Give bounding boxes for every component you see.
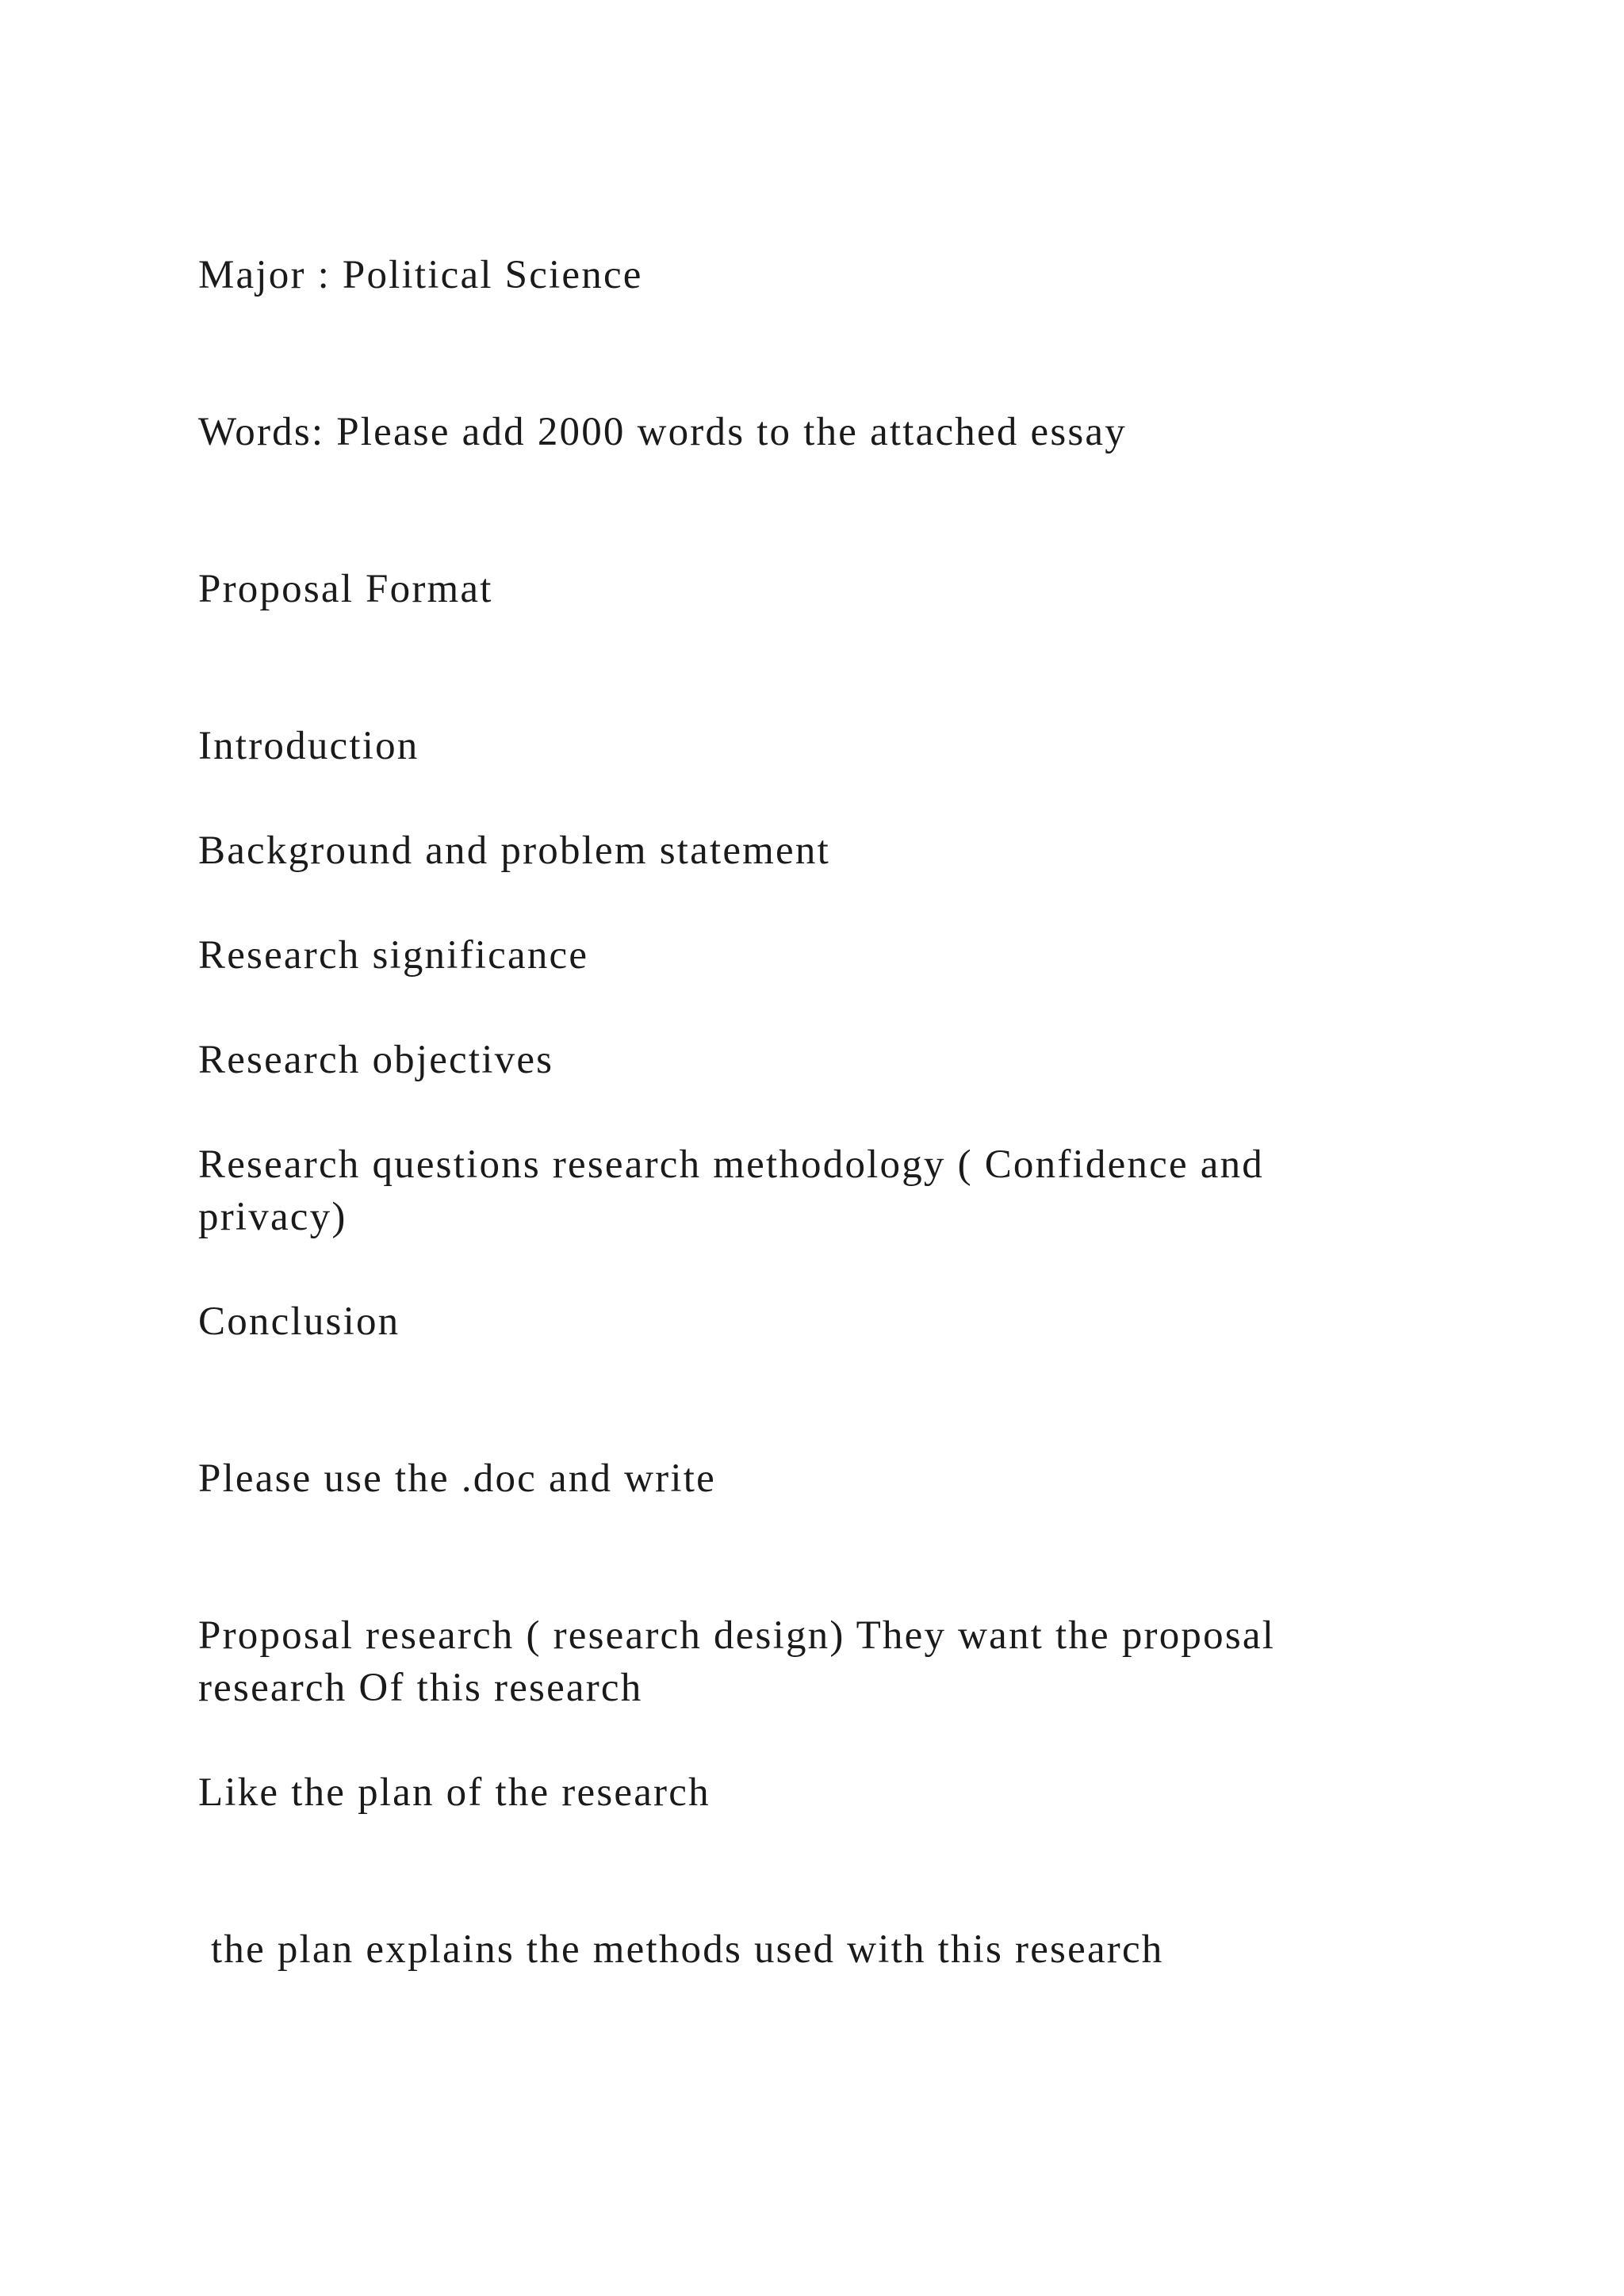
instruction-line: Please use the .doc and write <box>198 1456 716 1501</box>
outline-item-questions-continued: privacy) <box>198 1195 347 1239</box>
major-line: Major : Political Science <box>198 253 643 297</box>
outline-item-significance: Research significance <box>198 933 589 978</box>
word-count-line: Words: Please add 2000 words to the attached essay <box>198 410 1127 454</box>
outline-item-introduction: Introduction <box>198 724 419 768</box>
proposal-line-2: research Of this research <box>198 1666 643 1710</box>
outline-item-questions: Research questions research methodology ( Confidence and <box>198 1142 1264 1187</box>
outline-item-background: Background and problem statement <box>198 828 830 873</box>
plan-line: Like the plan of the research <box>198 1770 710 1815</box>
outline-item-conclusion: Conclusion <box>198 1299 400 1344</box>
methods-line: the plan explains the methods used with this research <box>211 1927 1164 1972</box>
outline-item-objectives: Research objectives <box>198 1038 554 1082</box>
proposal-format-heading: Proposal Format <box>198 567 493 611</box>
proposal-line-1: Proposal research ( research design) They want the proposal <box>198 1613 1276 1658</box>
